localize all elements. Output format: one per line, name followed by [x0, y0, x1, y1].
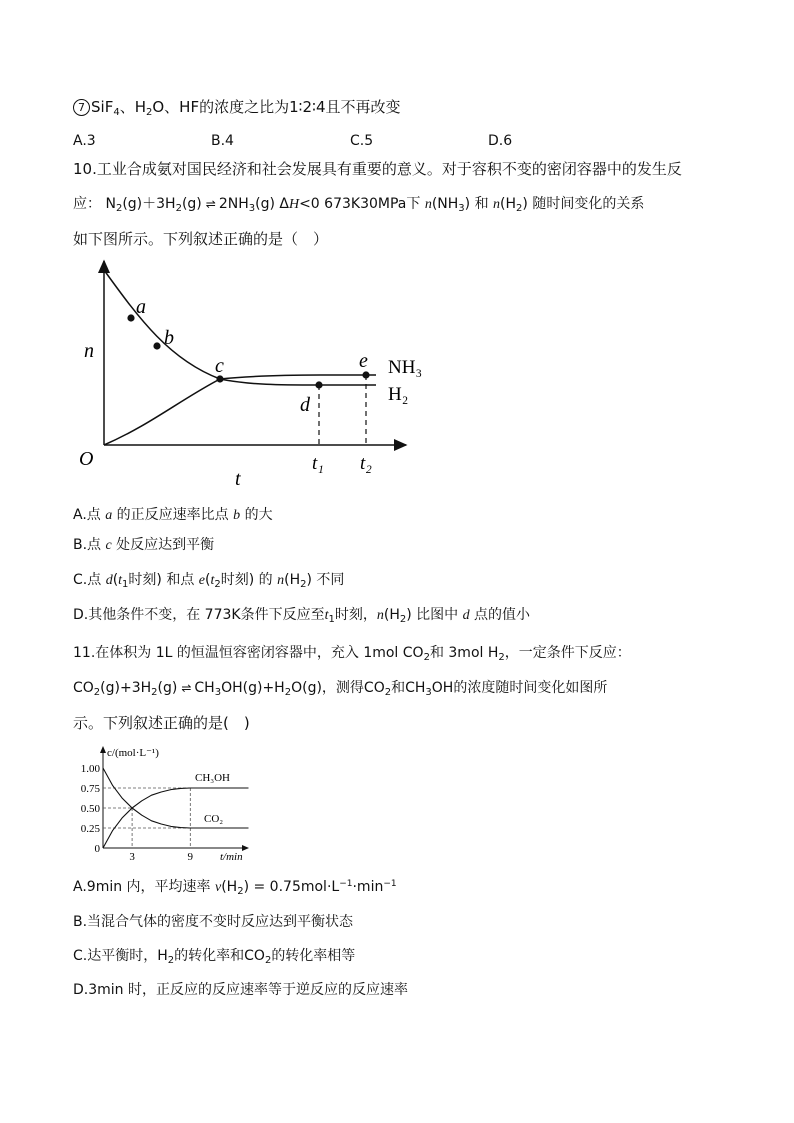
q10-stem-line3: 如下图所示。下列叙述正确的是（ ） — [73, 230, 329, 248]
q10-graph — [70, 255, 450, 500]
item-number-7: 7 — [73, 99, 90, 116]
q10-point-e — [362, 371, 369, 378]
q11-x-tick-1: 9 — [187, 851, 194, 863]
q10-label-a: a — [136, 296, 146, 318]
q11-option-d[interactable]: D.3min 时，正反应的反应速率等于逆反应的反应速率 — [73, 982, 408, 998]
q10-option-b[interactable]: B.点 c 处反应达到平衡 — [73, 537, 215, 553]
q10-origin: O — [79, 448, 94, 470]
q11-x-tick-0: 3 — [129, 851, 135, 863]
q10-point-a — [127, 314, 134, 321]
q10-point-b — [153, 342, 160, 349]
q11-y-tick-2: 0.50 — [80, 803, 100, 815]
q10-label-b: b — [164, 327, 174, 349]
q10-label-c: c — [215, 355, 224, 377]
q10-label-d: d — [300, 394, 310, 416]
q11-y-label: c/(mol·L⁻¹) — [107, 747, 159, 759]
q11-y-tick-4: 1.00 — [80, 763, 100, 775]
q11-option-b[interactable]: B.当混合气体的密度不变时反应达到平衡状态 — [73, 914, 354, 930]
q11-x-label: t/min — [220, 851, 243, 863]
q9-option-a[interactable]: A.3 — [73, 133, 96, 149]
q11-y-tick-0: 0 — [94, 843, 100, 855]
q10-point-d — [315, 381, 322, 388]
q10-option-d[interactable]: D.其他条件不变，在 773K条件下反应至$t_1$时刻，$n(H_2)$ 比图中 d 点的值小 — [73, 607, 531, 625]
q11-series-label-ch3oh: CH₃OH — [195, 772, 231, 784]
q9-item7: 7 SiF$_4$、$H_2O$、HF的浓度之比为1∶2∶4且不再改变 — [73, 97, 401, 117]
q11-option-a[interactable]: A.9min 内，平均速率 $v(H_2) = 0.75mol\cdot L^{-1}\cdot\min^{-1}$ — [73, 879, 397, 897]
q11-y-tick-1: 0.25 — [80, 823, 100, 835]
q10-h2-curve — [104, 270, 376, 385]
q10-stem-line1: 10.工业合成氨对国民经济和社会发展具有重要的意义。对于容积不变的密闭容器中的发生反 — [73, 160, 682, 178]
q10-option-a[interactable]: A.点 a 的正反应速率比点 b 的大 — [73, 507, 273, 523]
q9-option-d[interactable]: D.6 — [488, 133, 513, 149]
q11-series-line-0 — [103, 788, 249, 848]
q10-label-e: e — [359, 350, 368, 372]
q10-y-label: n — [84, 340, 94, 362]
q11-stem-line1: 11.在体积为 1L 的恒温恒容密闭容器中，充入 1mol $CO_2$和 3mol $H_2$，一定条件下反应： — [73, 645, 631, 663]
q11-option-c[interactable]: C.达平衡时，$H_2$的转化率和$CO_2$的转化率相等 — [73, 948, 356, 966]
q11-series-label-co2: CO₂ — [204, 813, 224, 825]
q10-tick-t2: t₂ — [360, 453, 372, 474]
q9-option-c[interactable]: C.5 — [350, 133, 374, 149]
q10-series-h2: H₂ — [388, 384, 409, 405]
q10-tick-t1: t₁ — [312, 453, 324, 474]
q10-x-label: t — [235, 468, 241, 490]
q11-stem-line2: $CO_2(g)+3H_2(g)$ ⇌ $CH_3OH(g)+H_2O(g)$，测得$CO_2$和$CH_3OH$的浓度随时间变化如图所 — [73, 680, 608, 698]
q11-chart — [70, 742, 270, 864]
q11-y-tick-3: 0.75 — [80, 783, 100, 795]
q10-option-c[interactable]: C.点 $d(t_1$时刻) 和点 $e(t_2$时刻) 的 $n(H_2)$ 不同 — [73, 572, 345, 590]
q10-series-nh3: NH₃ — [388, 357, 423, 378]
q10-stem-line2: 应： $N_2(g)+3H_2(g)$ ⇌ $2NH_3(g)$ ΔH<0 673K30MPa下 $n(NH_3)$ 和 $n(H_2)$ 随时间变化的关系 — [73, 196, 645, 214]
q11-stem-line3: 示。下列叙述正确的是( ) — [73, 714, 250, 732]
q9-option-b[interactable]: B.4 — [211, 133, 234, 149]
